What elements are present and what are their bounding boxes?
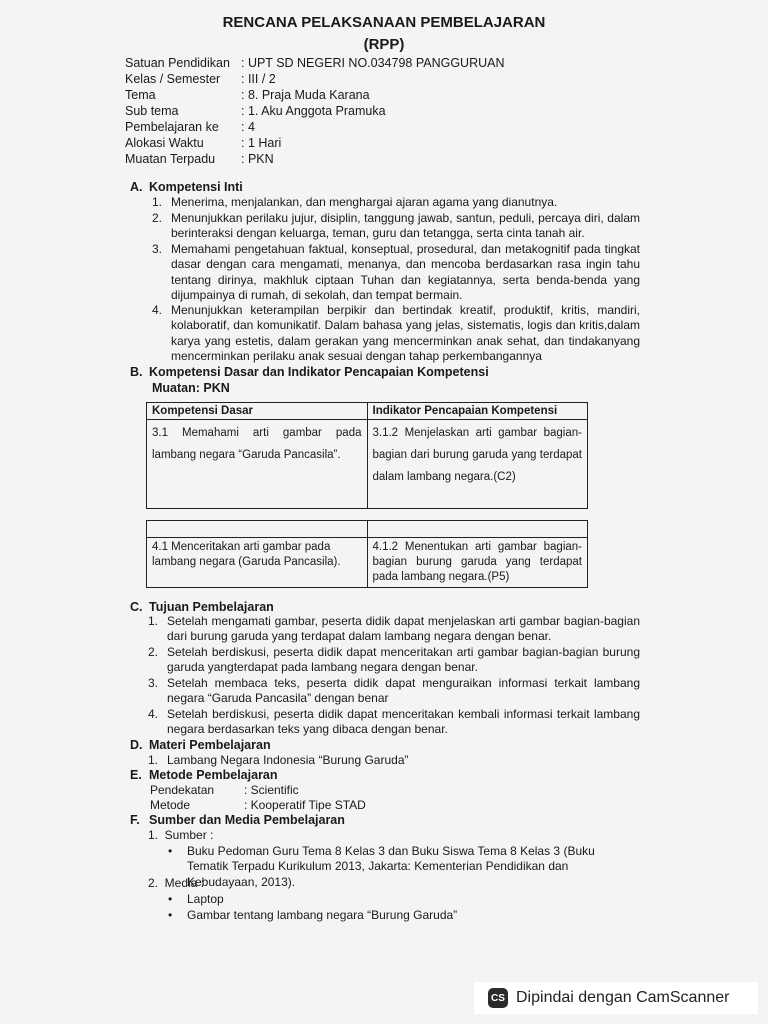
bullet-text: Gambar tentang lambang negara “Burung Garuda”: [187, 908, 458, 922]
camscanner-watermark: [474, 982, 758, 1014]
meta-key: Kelas / Semester: [125, 72, 221, 86]
table-cell-ipk: 4.1.2 Menentukan arti gambar bagian-bagian burung garuda yang terdapat pada lambang negara.(P5): [367, 538, 588, 588]
table-empty-cell: [367, 521, 588, 538]
section-letter: C.: [130, 600, 143, 614]
table-cell-kd: 3.1 Memahami arti gambar pada lambang negara “Garuda Pancasila”.: [147, 420, 368, 509]
method-key: Pendekatan: [150, 783, 215, 797]
item-number: 1.: [148, 614, 159, 628]
meta-key: Alokasi Waktu: [125, 136, 204, 150]
method-value: : Kooperatif Tipe STAD: [244, 798, 366, 812]
item-text: Setelah membaca teks, peserta didik dapat menguraikan informasi terkait lambang negara “Garuda Pancasila” dengan benar: [167, 676, 640, 706]
meta-key: Sub tema: [125, 104, 179, 118]
sumber-label: 1. Sumber :: [148, 828, 214, 842]
table-header-ipk: Indikator Pencapaian Kompetensi: [367, 403, 588, 420]
muatan-label: Muatan: PKN: [152, 381, 230, 395]
item-text: Menunjukkan perilaku jujur, disiplin, tanggung jawab, santun, peduli, percaya diri, dalam berinteraksi dengan keluarga, teman, guru dan tetangga, serta cinta tanah air.: [171, 211, 640, 241]
meta-value: : UPT SD NEGERI NO.034798 PANGGURUAN: [241, 56, 505, 70]
meta-value: : 1 Hari: [241, 136, 282, 150]
section-title: Kompetensi Inti: [149, 180, 243, 194]
meta-key: Satuan Pendidikan: [125, 56, 230, 70]
section-title: Kompetensi Dasar dan Indikator Pencapaian Kompetensi: [149, 365, 489, 379]
item-number: 1.: [148, 753, 159, 767]
item-text: Setelah berdiskusi, peserta didik dapat menceritakan kembali informasi terkait lambang negara berdasarkan teks yang dibaca dengan benar.: [167, 707, 640, 737]
section-letter: A.: [130, 180, 143, 194]
meta-value: : PKN: [241, 152, 274, 166]
item-text: Setelah mengamati gambar, peserta didik dapat menjelaskan arti gambar bagian-bagian dari burung garuda yang terdapat dalam lambang negara dengan benar.: [167, 614, 640, 644]
bullet-icon: •: [168, 844, 173, 858]
table-header-kd: Kompetensi Dasar: [147, 403, 368, 420]
section-title: Materi Pembelajaran: [149, 738, 271, 752]
section-letter: B.: [130, 365, 143, 379]
section-f-heading: [130, 813, 345, 827]
meta-value: : III / 2: [241, 72, 276, 86]
section-d-heading: [130, 738, 271, 752]
meta-value: : 4: [241, 120, 255, 134]
bullet-icon: •: [168, 908, 173, 922]
meta-value: : 8. Praja Muda Karana: [241, 88, 370, 102]
section-e-heading: [130, 768, 278, 782]
meta-key: Tema: [125, 88, 156, 102]
item-text: Memahami pengetahuan faktual, konseptual, prosedural, dan metakognitif pada tingkat dasar dengan cara mengamati, menanya, dan mencoba berdasarkan rasa ingin tahu tentang dirinya, makhluk ciptaan Tuhan dan kegiatannya, serta benda-benda yang dijumpainya di rumah, di sekolah, dan tempat bermain.: [171, 242, 640, 303]
document-title: RENCANA PELAKSANAAN PEMBELAJARAN: [222, 14, 546, 31]
item-number: 3.: [148, 676, 159, 690]
item-number: 4.: [152, 303, 163, 317]
meta-key: Muatan Terpadu: [125, 152, 216, 166]
item-number: 2.: [148, 645, 159, 659]
section-letter: D.: [130, 738, 143, 752]
camscanner-logo-icon: CS: [488, 988, 508, 1008]
item-text: Lambang Negara Indonesia “Burung Garuda”: [167, 753, 409, 767]
item-text: Setelah berdiskusi, peserta didik dapat menceritakan arti gambar bagian-bagian burung garuda yangterdapat pada lambang negara dengan benar.: [167, 645, 640, 675]
section-title: Sumber dan Media Pembelajaran: [149, 813, 345, 827]
bullet-text: Buku Pedoman Guru Tema 8 Kelas 3 dan Buku Siswa Tema 8 Kelas 3 (Buku Tematik Terpadu Kurikulum 2013, Jakarta: Kementerian Pendidikan dan Kebudayaan, 2013).: [187, 844, 595, 889]
item-text: Menerima, menjalankan, dan menghargai ajaran agama yang dianutnya.: [171, 195, 558, 209]
section-c-heading: [130, 600, 274, 614]
media-label: 2. Media :: [148, 876, 205, 890]
table-header-row: [147, 403, 588, 420]
item-number: 4.: [148, 707, 159, 721]
watermark-text: Dipindai dengan CamScanner: [516, 989, 730, 1006]
table-row: [147, 420, 588, 509]
section-title: Metode Pembelajaran: [149, 768, 278, 782]
table-row: [147, 538, 588, 588]
section-a-heading: [130, 180, 243, 194]
section-b-heading: [130, 365, 489, 379]
section-letter: F.: [130, 813, 140, 827]
document-subtitle: (RPP): [363, 36, 405, 53]
meta-value: : 1. Aku Anggota Pramuka: [241, 104, 386, 118]
method-key: Metode: [150, 798, 191, 812]
item-text: Menunjukkan keterampilan berpikir dan bertindak kreatif, produktif, kritis, mandiri, kolaboratif, dan komunikatif. Dalam bahasa yang jelas, sistematis, logis dan kritis,dalam karya yang estetis, dalam gerakan yang mencerminkan anak sehat, dan tindakanyang mencerminkan perilaku anak sesuai dengan tahap perkembangannya: [171, 303, 640, 364]
item-number: 1.: [152, 195, 163, 209]
competency-table-1: [146, 402, 588, 509]
item-number: 3.: [152, 242, 163, 256]
table-cell-kd: 4.1 Menceritakan arti gambar pada lambang negara (Garuda Pancasila).: [147, 538, 368, 588]
table-empty-cell: [147, 521, 368, 538]
competency-table-2: [146, 520, 588, 588]
bullet-icon: •: [168, 892, 173, 906]
method-value: : Scientific: [244, 783, 299, 797]
item-number: 2.: [152, 211, 163, 225]
table-spacer-row: [147, 521, 588, 538]
section-letter: E.: [130, 768, 142, 782]
bullet-text: Laptop: [187, 892, 224, 906]
table-cell-ipk: 3.1.2 Menjelaskan arti gambar bagian-bagian dari burung garuda yang terdapat dalam lambang negara.(C2): [367, 420, 588, 509]
section-title: Tujuan Pembelajaran: [149, 600, 274, 614]
meta-key: Pembelajaran ke: [125, 120, 219, 134]
